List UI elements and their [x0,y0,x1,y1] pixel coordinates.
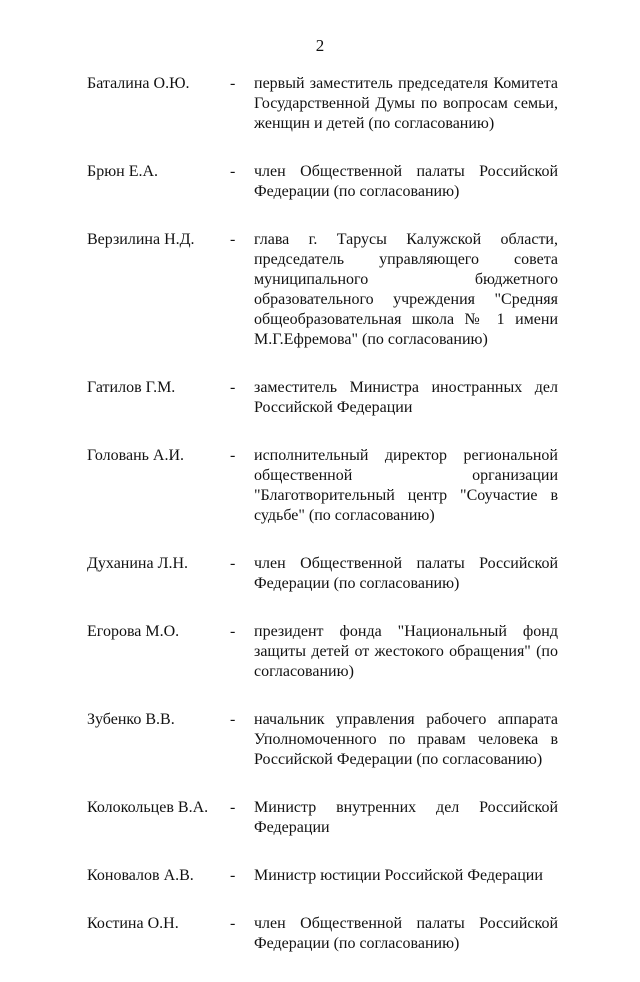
member-role: заместитель Министра иностранных дел Российской Федерации [254,379,558,416]
list-item [0,74,640,134]
dash: - [230,867,236,884]
dash: - [230,915,236,932]
dash: - [230,379,236,396]
list-item [0,914,640,954]
member-name: Верзилина Н.Д. [87,231,195,248]
member-name: Костина О.Н. [87,915,179,932]
list-item [0,622,640,682]
member-role: Министр внутренних дел Российской Федерации [254,799,558,836]
member-role: член Общественной палаты Российской Федерации (по согласованию) [254,555,558,592]
member-role: член Общественной палаты Российской Федерации (по согласованию) [254,915,558,952]
dash: - [230,799,236,816]
list-item [0,230,640,350]
members-list [0,74,640,982]
member-role: член Общественной палаты Российской Федерации (по согласованию) [254,163,558,200]
member-name: Баталина О.Ю. [87,75,190,92]
member-name: Брюн Е.А. [87,163,159,180]
dash: - [230,75,236,92]
member-role: начальник управления рабочего аппарата Уполномоченного по правам человека в Российской Федерации (по согласованию) [254,711,558,768]
dash: - [230,163,236,180]
list-item [0,378,640,418]
member-name: Духанина Л.Н. [87,555,188,572]
member-name: Колокольцев В.А. [87,799,209,816]
dash: - [230,231,236,248]
member-role: исполнительный директор региональной общественной организации "Благотворительный центр "Соучастие в судьбе" (по согласованию) [254,447,558,524]
list-item [0,162,640,202]
member-role: Министр юстиции Российской Федерации [254,867,543,884]
list-item [0,446,640,526]
list-item [0,798,640,838]
member-name: Гатилов Г.М. [87,379,176,396]
member-role: первый заместитель председателя Комитета Государственной Думы по вопросам семьи, женщин и детей (по согласованию) [254,75,558,132]
page-number: 2 [315,36,325,55]
dash: - [230,711,236,728]
member-role: глава г. Тарусы Калужской области, председатель управляющего совета муниципального бюджетного образовательного учреждения "Средняя общеобразовательная школа № 1 имени М.Г.Ефремова" (по согласованию) [254,231,558,348]
member-role: президент фонда "Национальный фонд защиты детей от жестокого обращения" (по согласованию) [254,623,558,680]
dash: - [230,555,236,572]
dash: - [230,447,236,464]
dash: - [230,623,236,640]
member-name: Зубенко В.В. [87,711,175,728]
list-item [0,866,640,886]
list-item [0,710,640,770]
member-name: Головань А.И. [87,447,185,464]
member-name: Коновалов А.В. [87,867,194,884]
member-name: Егорова М.О. [87,623,180,640]
list-item [0,554,640,594]
